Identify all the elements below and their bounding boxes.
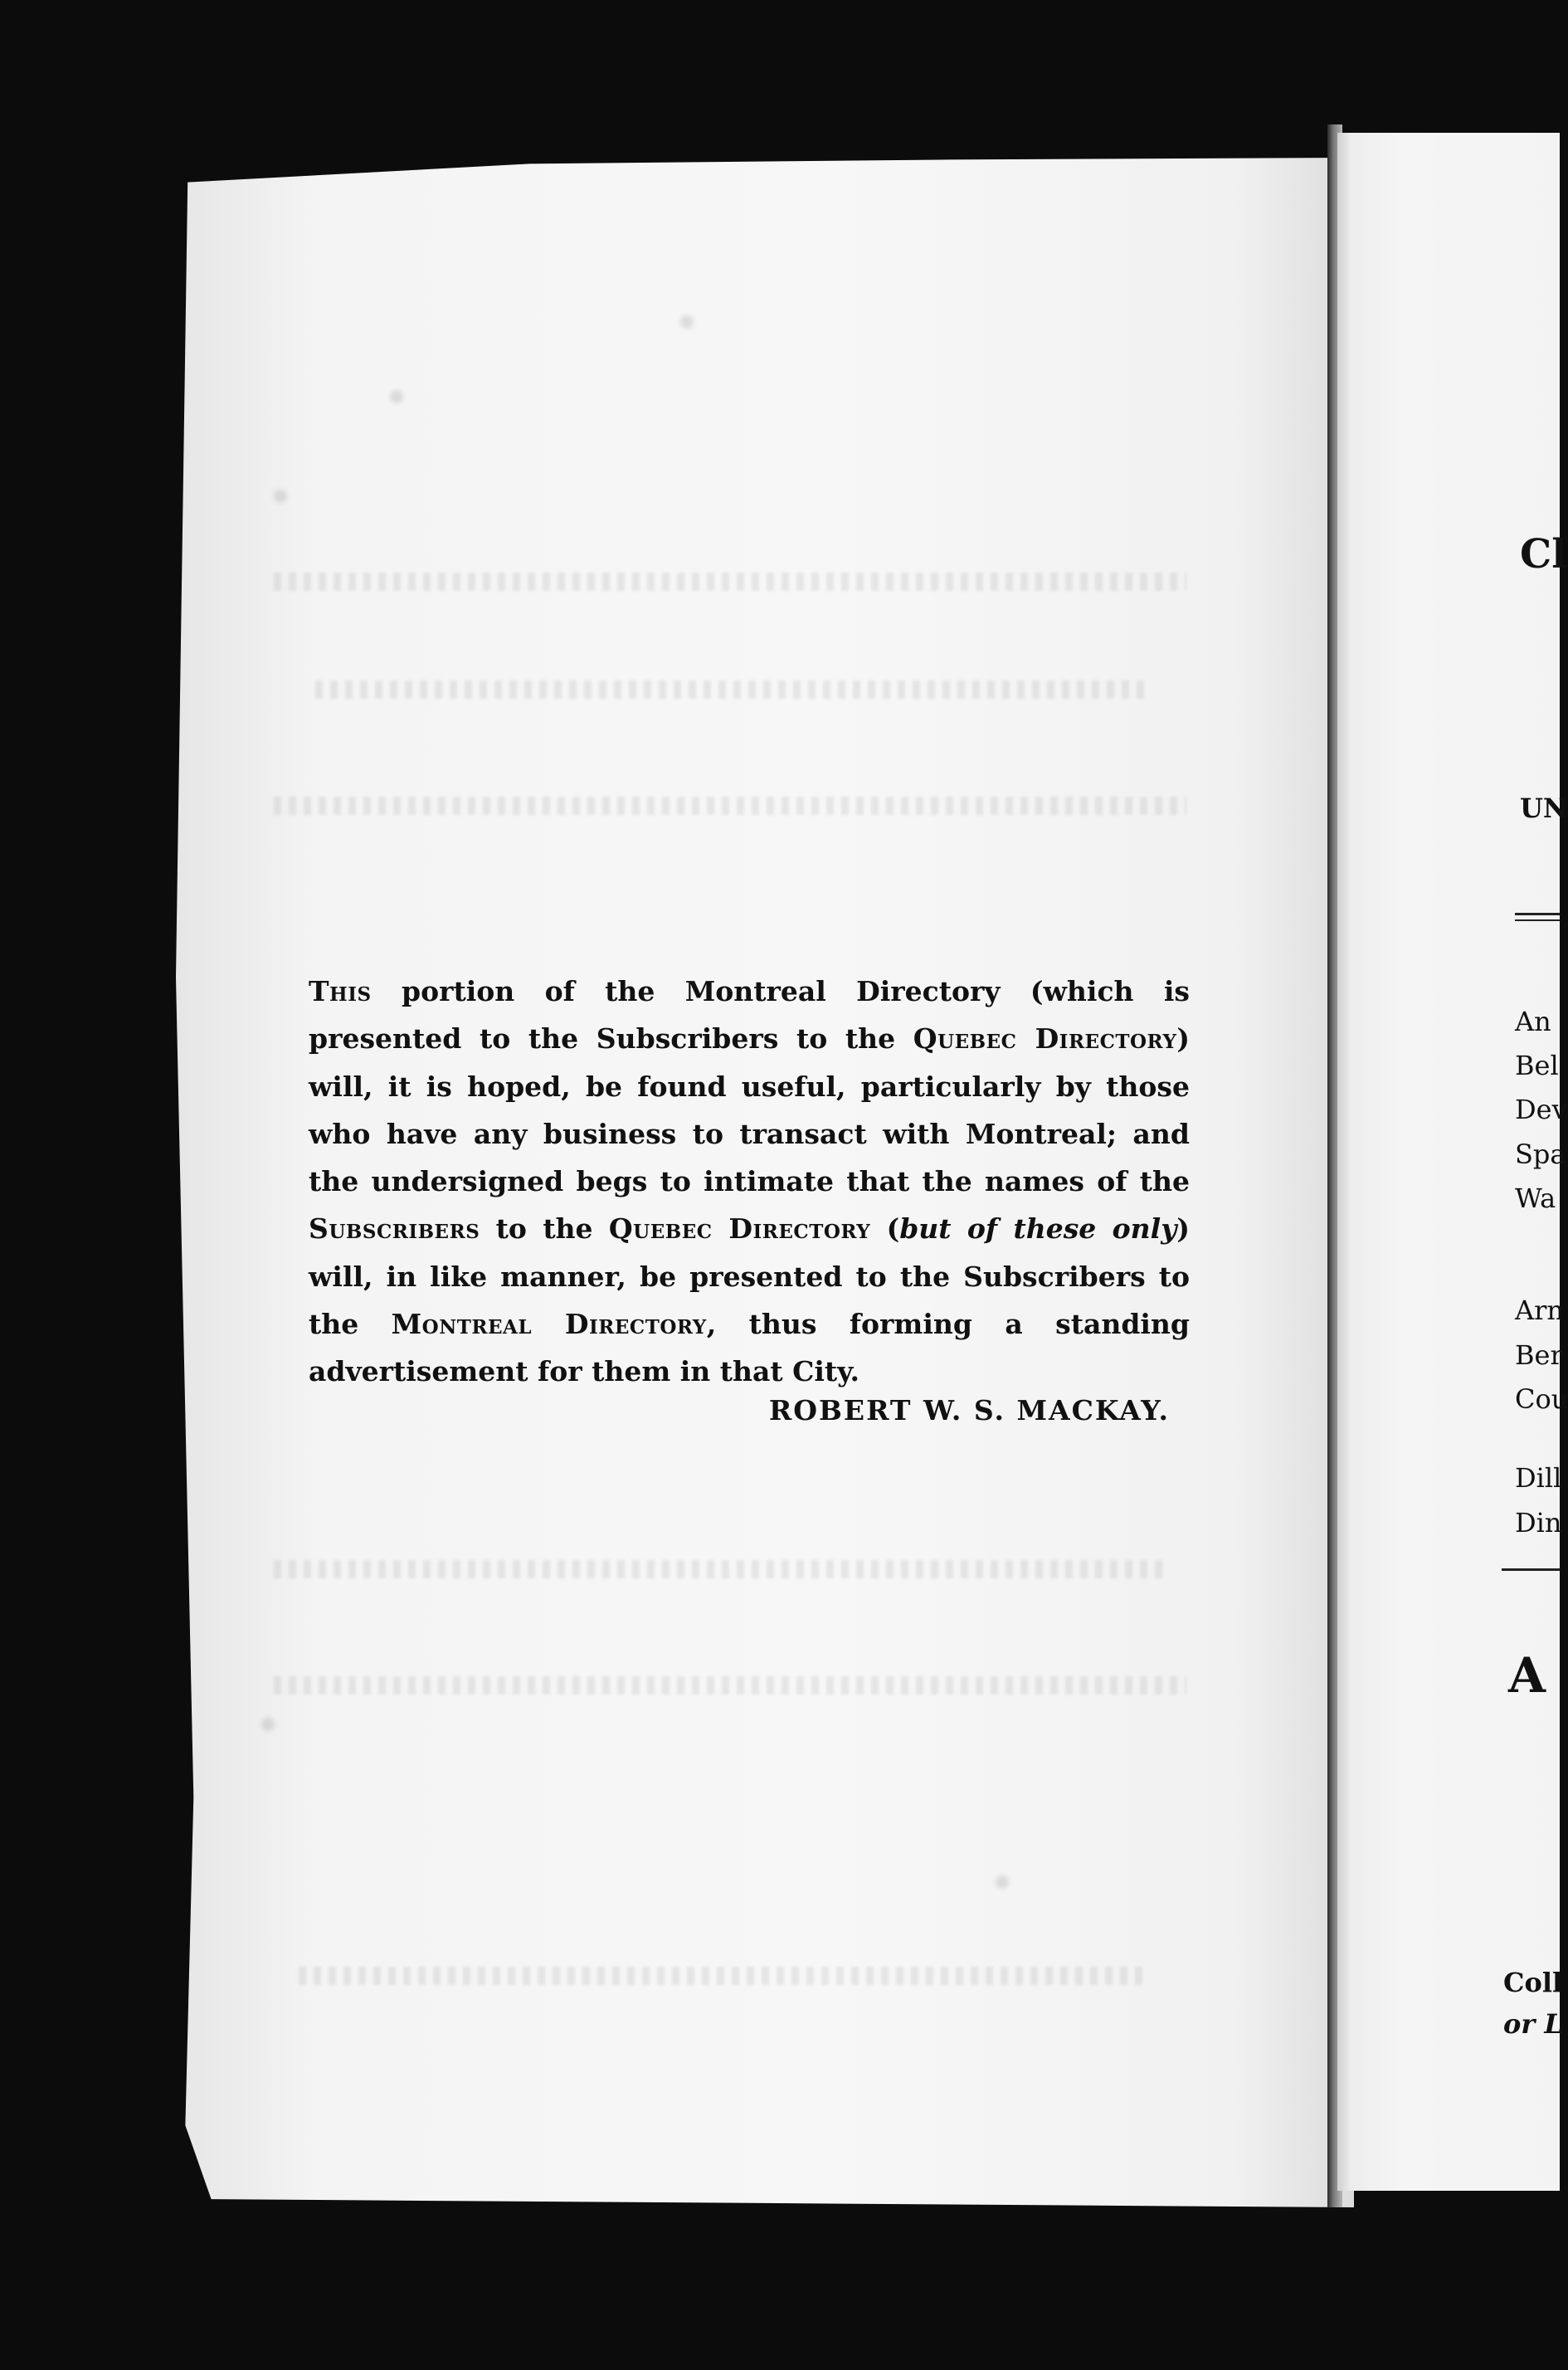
show-through-line [299, 1967, 1145, 1985]
paper-speck [261, 1718, 275, 1731]
right-page-subtitle: UN [1520, 792, 1568, 824]
quebec-directory-ref: Quebec Directory [913, 1022, 1177, 1056]
quebec-directory-ref: Quebec Directory [608, 1212, 871, 1246]
right-page-rule [1515, 919, 1560, 921]
right-page-item: Spa [1515, 1139, 1566, 1170]
show-through-line [274, 797, 1186, 815]
right-page-item: Arn [1515, 1295, 1565, 1326]
right-page-item: Cou [1515, 1383, 1568, 1415]
montreal-directory-ref: Montreal Directory [391, 1308, 707, 1341]
right-page-item: Wa [1515, 1183, 1556, 1214]
notice-text-2: ) will, it is hoped, be found useful, particularly by those who have any business to transact with Montreal; and the undersigned begs to intimate that the names of the [309, 1022, 1190, 1198]
paper-speck [996, 1875, 1009, 1889]
notice-text-1: portion of the Montreal Directory (which is presented to the Subscribers to the [309, 975, 1190, 1056]
right-page-item: Dill [1515, 1462, 1562, 1494]
right-page-footer-line: or L [1503, 2008, 1563, 2040]
show-through-line [274, 573, 1186, 591]
right-page-item: Bel [1515, 1050, 1559, 1081]
paper-speck [274, 490, 287, 503]
right-page-rule [1515, 913, 1560, 915]
notice-emphasis: but of these only [899, 1212, 1177, 1246]
notice-text-3: to the [480, 1212, 609, 1246]
right-page-big-letter: A [1508, 1647, 1546, 1704]
right-page-item: Din [1515, 1507, 1562, 1539]
paper-speck [680, 315, 694, 329]
show-through-line [274, 1676, 1186, 1695]
notice-lead-word: This [309, 975, 372, 1007]
subscribers-ref: Subscribers [309, 1212, 480, 1246]
right-page-item: Ber [1515, 1339, 1563, 1371]
notice-text-6: , thus forming a standing advertisement for them in that City. [309, 1308, 1190, 1388]
right-page-rule [1502, 1568, 1560, 1571]
right-page-item: Dev [1515, 1094, 1567, 1125]
right-page-item: An [1515, 1006, 1551, 1037]
signature: ROBERT W. S. MACKAY. [768, 1394, 1170, 1426]
right-page-title: Cl [1520, 531, 1567, 578]
right-page-footer-line: Coll [1503, 1967, 1563, 1998]
notice-paragraph [309, 968, 1190, 1396]
show-through-line [315, 680, 1145, 699]
paper-speck [390, 390, 403, 403]
show-through-line [274, 1560, 1170, 1578]
notice-text-5: ) will, in like manner, be presented to the Subscribers to the [309, 1212, 1191, 1341]
notice-text-4: ( [870, 1212, 900, 1246]
